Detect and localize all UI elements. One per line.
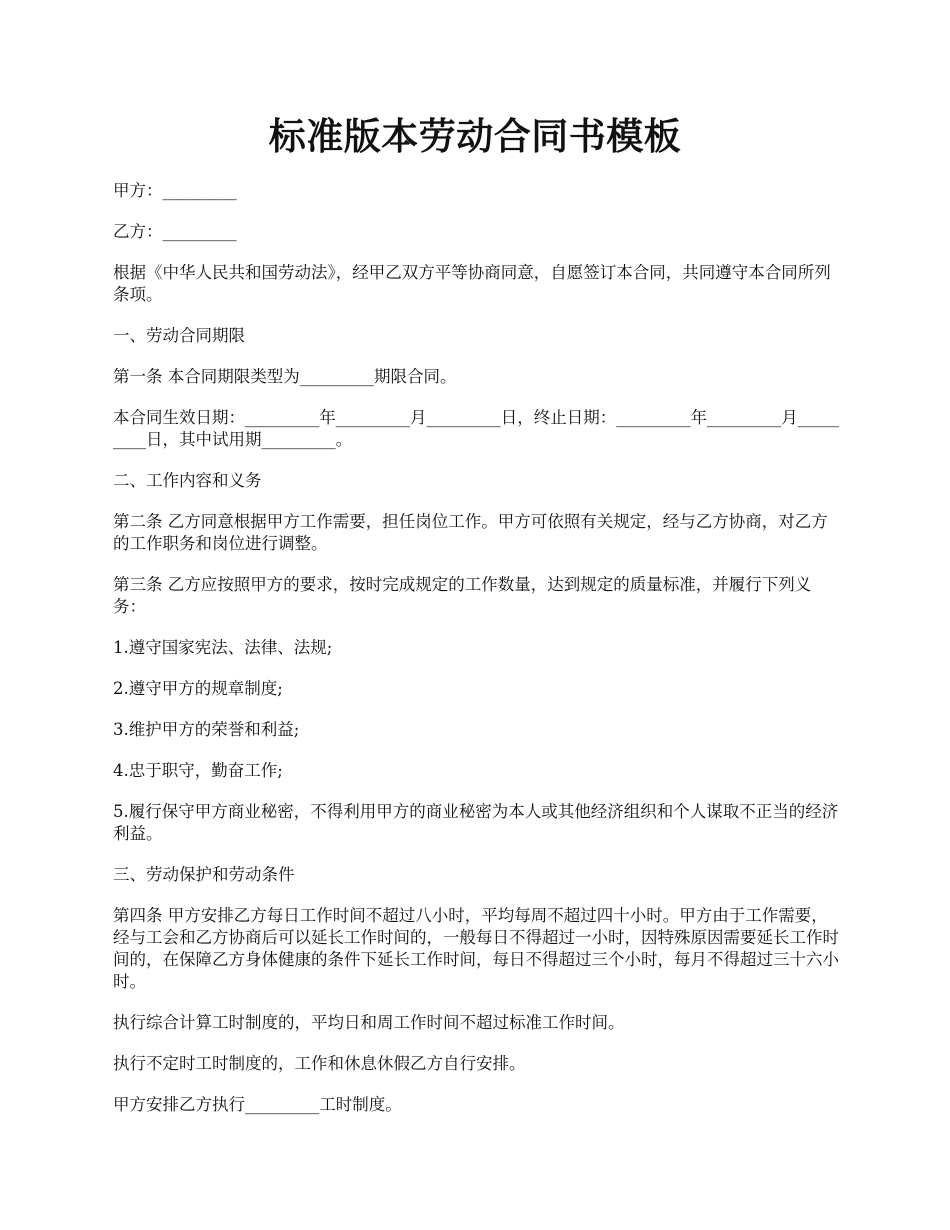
article-2: 第二条 乙方同意根据甲方工作需要，担任岗位工作。甲方可依照有关规定，经与乙方协商，对乙方的工作职务和岗位进行调整。 xyxy=(113,512,828,553)
preamble-paragraph: 根据《中华人民共和国劳动法》，经甲乙双方平等协商同意，自愿签订本合同，共同遵守本合同所列条项。 xyxy=(113,263,831,304)
section-heading-1: 一、劳动合同期限 xyxy=(113,326,245,345)
document-title: 标准版本劳动合同书模板 xyxy=(268,114,682,158)
section-heading-3: 三、劳动保护和劳动条件 xyxy=(113,865,295,884)
document-body xyxy=(113,180,839,1116)
paragraph: 执行综合计算工时制度的，平均日和周工作时间不超过标准工作时间。 xyxy=(113,1013,625,1032)
party-b-line: 乙方：_________ xyxy=(113,222,237,241)
article-1: 第一条 本合同期限类型为_________期限合同。 xyxy=(113,367,457,386)
duty-item: 3.维护甲方的荣誉和利益; xyxy=(113,720,300,739)
paragraph: 执行不定时工时制度的，工作和休息休假乙方自行安排。 xyxy=(113,1054,526,1073)
duty-item: 1.遵守国家宪法、法律、法规; xyxy=(113,638,333,657)
section-heading-2: 二、工作内容和义务 xyxy=(113,471,262,490)
article-4: 第四条 甲方安排乙方每日工作时间不超过八小时，平均每周不超过四十小时。甲方由于工作需要，经与工会和乙方协商后可以延长工作时间的，一般每日不得超过一小时，因特殊原因需要延长工作时间的，在保障乙方身体健康的条件下延长工作时间，每日不得超过三个小时，每月不得超过三十六小时。 xyxy=(113,906,839,991)
duty-item: 2.遵守甲方的规章制度; xyxy=(113,679,283,698)
effective-date-paragraph: 本合同生效日期：_________年_________月_________日，终止日期：_________年_________月_________日，其中试用期_________。 xyxy=(113,408,839,449)
duty-item: 4.忠于职守，勤奋工作; xyxy=(113,761,283,780)
article-3: 第三条 乙方应按照甲方的要求，按时完成规定的工作数量，达到规定的质量标准，并履行下列义务： xyxy=(113,575,812,616)
paragraph: 甲方安排乙方执行_________工时制度。 xyxy=(113,1095,402,1114)
party-a-line: 甲方：_________ xyxy=(113,181,237,200)
duty-item: 5.履行保守甲方商业秘密，不得利用甲方的商业秘密为本人或其他经济组织和个人谋取不正当的经济利益。 xyxy=(113,802,839,843)
